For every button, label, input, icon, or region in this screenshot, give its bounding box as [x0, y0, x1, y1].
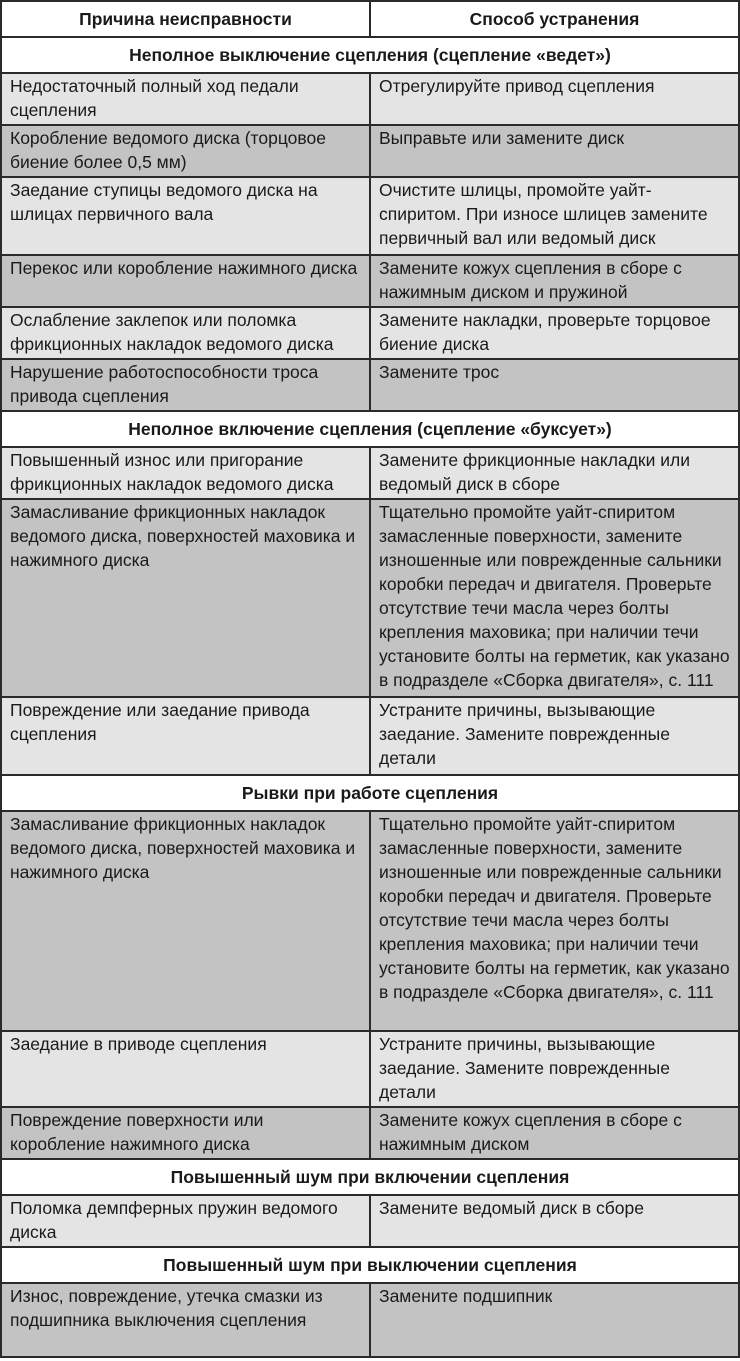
section-title: Неполное выключение сцепления (сцепление «ведет»)	[1, 37, 739, 73]
cause-cell: Поломка демпферных пружин ведомого диска	[1, 1195, 370, 1247]
section-row	[1, 1159, 739, 1195]
table-row	[1, 1107, 739, 1159]
header-cause: Причина неисправности	[1, 1, 370, 37]
section-title: Повышенный шум при включении сцепления	[1, 1159, 739, 1195]
cause-cell: Повышенный износ или пригорание фрикционных накладок ведомого диска	[1, 447, 370, 499]
table-row	[1, 359, 739, 411]
cause-cell: Ослабление заклепок или поломка фрикционных накладок ведомого диска	[1, 307, 370, 359]
remedy-cell: Устраните причины, вызывающие заедание. Замените поврежденные детали	[370, 1031, 739, 1107]
cause-cell: Недостаточный полный ход педали сцепления	[1, 73, 370, 125]
remedy-cell: Замените фрикционные накладки или ведомый диск в сборе	[370, 447, 739, 499]
remedy-cell: Отрегулируйте привод сцепления	[370, 73, 739, 125]
header-remedy: Способ устранения	[370, 1, 739, 37]
cause-cell: Заедание в приводе сцепления	[1, 1031, 370, 1107]
remedy-cell: Замените трос	[370, 359, 739, 411]
table-row	[1, 255, 739, 307]
cause-cell: Нарушение работоспособности троса привода сцепления	[1, 359, 370, 411]
section-title: Рывки при работе сцепления	[1, 775, 739, 811]
table-row	[1, 1195, 739, 1247]
table-row	[1, 811, 739, 1031]
remedy-cell: Замените накладки, проверьте торцовое биение диска	[370, 307, 739, 359]
cause-cell: Износ, повреждение, утечка смазки из подшипника выключения сцепления	[1, 1283, 370, 1357]
section-title: Повышенный шум при выключении сцепления	[1, 1247, 739, 1283]
table-row	[1, 73, 739, 125]
table-row	[1, 1031, 739, 1107]
cause-cell: Замасливание фрикционных накладок ведомого диска, поверхностей маховика и нажимного диска	[1, 811, 370, 1031]
section-row	[1, 1247, 739, 1283]
table-row	[1, 499, 739, 697]
remedy-cell: Устраните причины, вызывающие заедание. Замените поврежденные детали	[370, 697, 739, 775]
remedy-cell: Замените ведомый диск в сборе	[370, 1195, 739, 1247]
cause-cell: Коробление ведомого диска (торцовое биение более 0,5 мм)	[1, 125, 370, 177]
cause-cell: Повреждение поверхности или коробление нажимного диска	[1, 1107, 370, 1159]
table-row	[1, 1283, 739, 1357]
section-row	[1, 411, 739, 447]
cause-cell: Замасливание фрикционных накладок ведомого диска, поверхностей маховика и нажимного диска	[1, 499, 370, 697]
cause-cell: Повреждение или заедание привода сцепления	[1, 697, 370, 775]
table-row	[1, 447, 739, 499]
table-row	[1, 307, 739, 359]
section-title: Неполное включение сцепления (сцепление «буксует»)	[1, 411, 739, 447]
section-row	[1, 37, 739, 73]
remedy-cell: Замените кожух сцепления в сборе с нажимным диском	[370, 1107, 739, 1159]
remedy-cell: Замените подшипник	[370, 1283, 739, 1357]
section-row	[1, 775, 739, 811]
remedy-cell: Тщательно промойте уайт-спиритом замасленные поверхности, замените изношенные или поврежденные сальники коробки передач и двигателя. Проверьте отсутствие течи масла через болты крепления маховика; при наличии течи установите болты на герметик, как указано в подразделе «Сборка двигателя», с. 111	[370, 499, 739, 697]
cause-cell: Перекос или коробление нажимного диска	[1, 255, 370, 307]
remedy-cell: Замените кожух сцепления в сборе с нажимным диском и пружиной	[370, 255, 739, 307]
remedy-cell: Выправьте или замените диск	[370, 125, 739, 177]
remedy-cell: Очистите шлицы, промойте уайт-спиритом. При износе шлицев замените первичный вал или ведомый диск	[370, 177, 739, 255]
header-row	[1, 1, 739, 37]
table-row	[1, 125, 739, 177]
cause-cell: Заедание ступицы ведомого диска на шлицах первичного вала	[1, 177, 370, 255]
table-row	[1, 697, 739, 775]
table-row	[1, 177, 739, 255]
remedy-cell: Тщательно промойте уайт-спиритом замасленные поверхности, замените изношенные или поврежденные сальники коробки передач и двигателя. Проверьте отсутствие течи масла через болты крепления маховика; при наличии течи установите болты на герметик, как указано в подразделе «Сборка двигателя», с. 111	[370, 811, 739, 1031]
